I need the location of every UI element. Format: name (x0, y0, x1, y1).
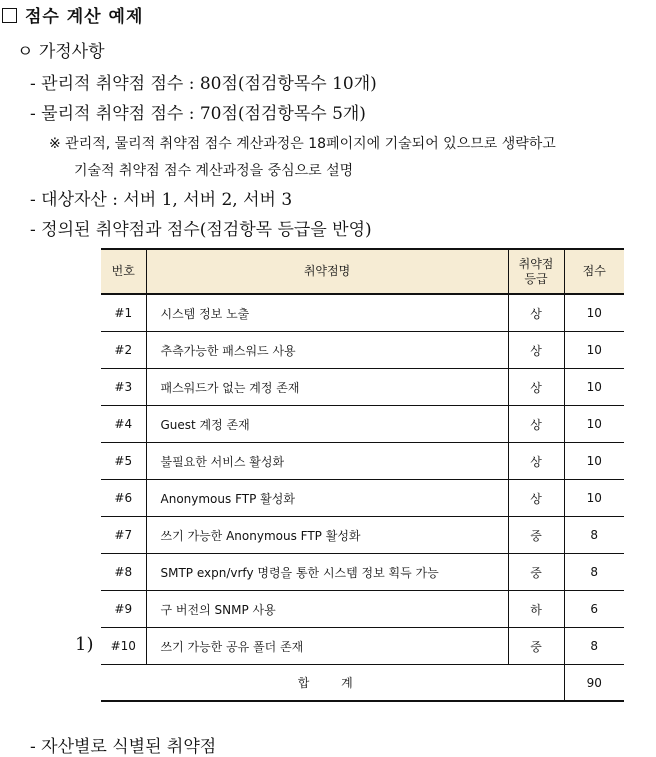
cell-vuln-name: SMTP expn/vrfy 명령을 통한 시스템 정보 획득 가능 (146, 554, 508, 591)
table-row (101, 294, 624, 332)
cell-number: #3 (101, 369, 146, 406)
header-grade: 취약점 등급 (508, 249, 564, 294)
title-text: 점수 계산 예제 (25, 7, 144, 27)
cell-grade: 중 (508, 517, 564, 554)
cell-vuln-name: 쓰기 가능한 Anonymous FTP 활성화 (146, 517, 508, 554)
table-row (101, 628, 624, 665)
cell-vuln-name: 패스워드가 없는 계정 존재 (146, 369, 508, 406)
header-score: 점수 (564, 249, 624, 294)
cell-grade: 상 (508, 294, 564, 332)
cell-number: #4 (101, 406, 146, 443)
table-body (101, 294, 624, 701)
cell-score: 10 (564, 294, 624, 332)
cell-score: 10 (564, 332, 624, 369)
cell-number: #2 (101, 332, 146, 369)
cell-vuln-name: 불필요한 서비스 활성화 (146, 443, 508, 480)
cell-number: #1 (101, 294, 146, 332)
total-row (101, 665, 624, 702)
cell-score: 10 (564, 406, 624, 443)
table-row (101, 332, 624, 369)
cell-number: #7 (101, 517, 146, 554)
cell-grade: 상 (508, 406, 564, 443)
cell-number: #5 (101, 443, 146, 480)
cell-grade: 상 (508, 369, 564, 406)
document-title (2, 2, 143, 27)
table-row (101, 443, 624, 480)
cell-grade: 상 (508, 480, 564, 517)
total-label: 합 계 (101, 665, 564, 702)
cell-grade: 중 (508, 554, 564, 591)
cell-number: #8 (101, 554, 146, 591)
cell-score: 8 (564, 554, 624, 591)
cell-number: #10 (101, 628, 146, 665)
cell-vuln-name: 시스템 정보 노출 (146, 294, 508, 332)
cell-vuln-name: 구 버전의 SNMP 사용 (146, 591, 508, 628)
assumptions-heading: ㅇ 가정사항 (17, 42, 105, 62)
note-line-1: ※ 관리적, 물리적 취약점 점수 계산과정은 18페이지에 기술되어 있으므로 생략하고 (49, 136, 556, 152)
checkbox-square-icon (2, 8, 17, 23)
table-row (101, 591, 624, 628)
cell-score: 6 (564, 591, 624, 628)
cell-score: 10 (564, 443, 624, 480)
table-row (101, 406, 624, 443)
cell-grade: 상 (508, 332, 564, 369)
cell-vuln-name: 추측가능한 패스워드 사용 (146, 332, 508, 369)
defined-vulns-line: - 정의된 취약점과 점수(점검항목 등급을 반영) (30, 220, 372, 240)
cell-number: #9 (101, 591, 146, 628)
cell-vuln-name: Guest 계정 존재 (146, 406, 508, 443)
cell-grade: 중 (508, 628, 564, 665)
cell-grade: 상 (508, 443, 564, 480)
vulnerability-table (101, 248, 624, 702)
table-row (101, 554, 624, 591)
note-line-2: 기술적 취약점 점수 계산과정을 중심으로 설명 (74, 163, 354, 179)
cell-vuln-name: 쓰기 가능한 공유 폴더 존재 (146, 628, 508, 665)
table-row (101, 480, 624, 517)
cell-grade: 하 (508, 591, 564, 628)
footnote-marker: 1) (75, 634, 94, 655)
cell-vuln-name: Anonymous FTP 활성화 (146, 480, 508, 517)
physical-score-line: - 물리적 취약점 점수 : 70점(점검항목수 5개) (30, 104, 366, 124)
managerial-score-line: - 관리적 취약점 점수 : 80점(점검항목수 10개) (30, 74, 377, 94)
cell-score: 8 (564, 628, 624, 665)
header-number: 번호 (101, 249, 146, 294)
total-value: 90 (564, 665, 624, 702)
cell-score: 8 (564, 517, 624, 554)
target-assets-line: - 대상자산 : 서버 1, 서버 2, 서버 3 (30, 190, 293, 210)
table-row (101, 369, 624, 406)
table-header-row (101, 249, 624, 294)
next-section-heading: - 자산별로 식별된 취약점 (30, 737, 217, 757)
table-row (101, 517, 624, 554)
cell-score: 10 (564, 369, 624, 406)
header-vuln-name: 취약점명 (146, 249, 508, 294)
cell-number: #6 (101, 480, 146, 517)
cell-score: 10 (564, 480, 624, 517)
